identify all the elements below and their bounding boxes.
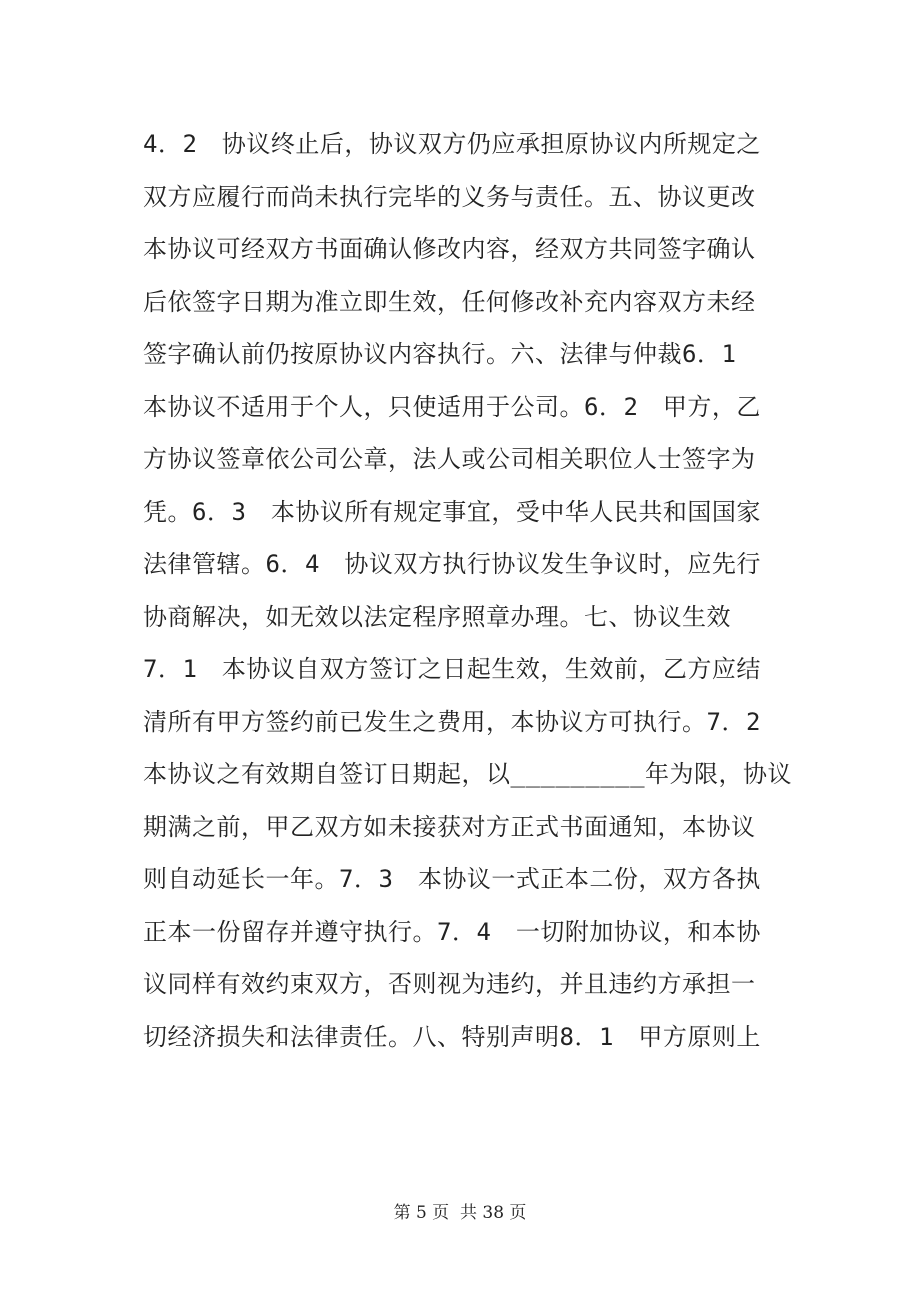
- text-line-16: 正本一份留存并遵守执行。7．4 一切附加协议，和本协: [143, 917, 761, 946]
- text-line-5: 签字确认前仍按原协议内容执行。六、法律与仲裁6．1: [143, 340, 737, 368]
- text-line-15: 则自动延长一年。7．3 本协议一式正本二份，双方各执: [143, 865, 761, 893]
- page-number-footer: 第 5 页 共 38 页: [393, 1203, 527, 1223]
- text-line-3: 本协议可经双方书面确认修改内容，经双方共同签字确认: [143, 235, 756, 263]
- text-line-13: 本协议之有效期自签订日期起，以_________年为限，协议: [143, 760, 793, 788]
- text-line-11: 7．1 本协议自双方签订之日起生效，生效前，乙方应结: [143, 655, 761, 683]
- text-line-1: 4．2 协议终止后，协议双方仍应承担原协议内所规定之: [143, 130, 761, 158]
- text-line-12: 清所有甲方签约前已发生之费用，本协议方可执行。7．2: [143, 707, 761, 736]
- text-line-9: 法律管辖。6．4 协议双方执行协议发生争议时，应先行: [143, 550, 761, 578]
- text-line-2: 双方应履行而尚未执行完毕的义务与责任。五、协议更改: [143, 182, 756, 211]
- text-line-6: 本协议不适用于个人，只使适用于公司。6．2 甲方，乙: [143, 392, 761, 421]
- document-body: [143, 118, 793, 1063]
- text-line-7: 方协议签章依公司公章，法人或公司相关职位人士签字为: [143, 445, 756, 473]
- text-line-14: 期满之前，甲乙双方如未接获对方正式书面通知，本协议: [143, 812, 756, 841]
- text-line-4: 后依签字日期为准立即生效，任何修改补充内容双方未经: [143, 287, 756, 316]
- text-line-10: 协商解决，如无效以法定程序照章办理。七、协议生效: [143, 602, 731, 631]
- text-line-17: 议同样有效约束双方，否则视为违约，并且违约方承担一: [143, 970, 756, 998]
- text-line-8: 凭。6．3 本协议所有规定事宜，受中华人民共和国国家: [143, 497, 761, 526]
- text-line-18: 切经济损失和法律责任。八、特别声明8．1 甲方原则上: [143, 1022, 761, 1051]
